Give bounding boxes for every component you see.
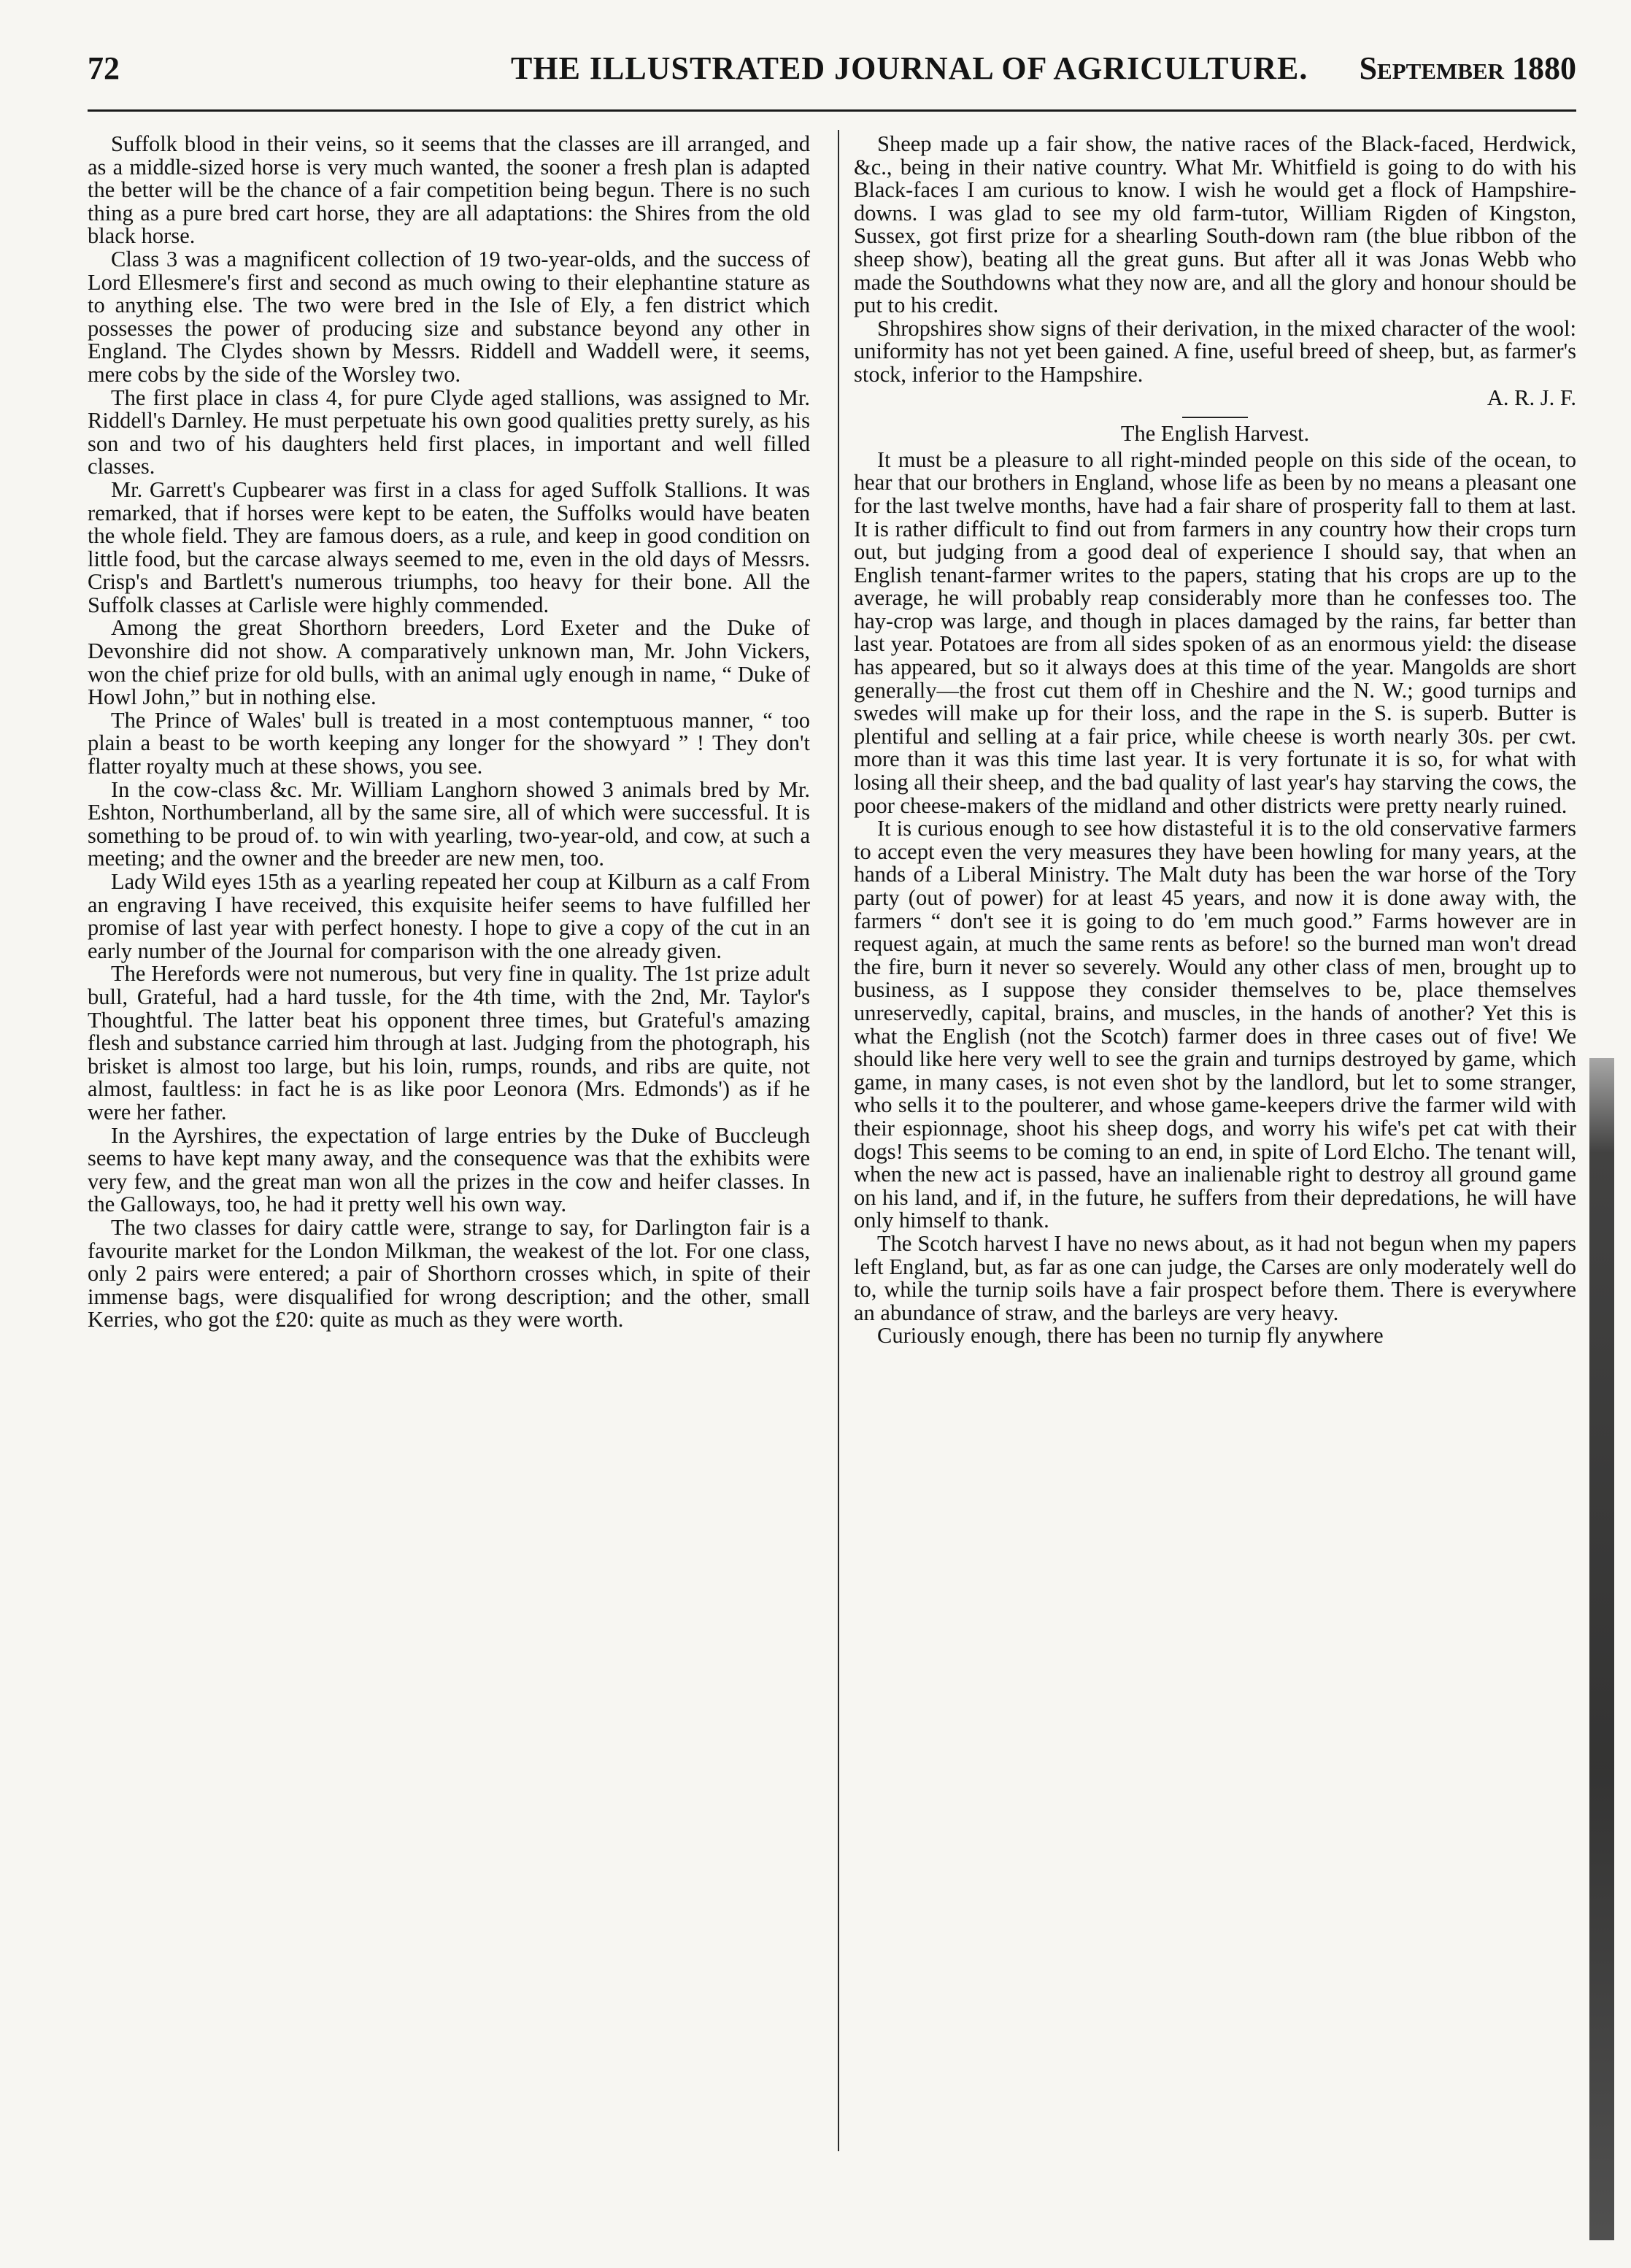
right-column [854,133,1576,1348]
issue-date: September 1880 [1359,50,1576,86]
right-paragraph-2: Shropshires show signs of their derivation, in the mixed character of the wool: uniformity has not yet been gained. A fine, useful breed of sheep, but, as farmer's stock, inferior to the Hampshire. [854,315,1576,387]
left-paragraph-1: Suffolk blood in their veins, so it seems that the classes are ill arranged, and as a middle-sized horse is very much wanted, the sooner a fresh plan is adapted the better will be the chance of a fair competition being begun. There is no such thing as a pure bred cart horse, they are all adaptations: the Shires from the old black horse. [88,131,810,249]
right-paragraph-4: It is curious enough to see how distasteful it is to the old conservative farmers to accept even the very measures they have been howling for many years, at the hands of a Liberal Ministry. The Malt duty has been the war horse of the Tory party (out of power) for at least 45 years, and now it is done away with, the farmers “ don't see it is going to do 'em much good.” Farms however are in request again, at much the same rents as before! so the burned man won't dread the fire, burn it never so severely. Would any other class of men, brought up to business, as I suppose they consider themselves to be, place themselves unreservedly, capital, brains, and muscles, in the hands of another? Yet this is what the English (not the Scotch) farmer does in three cases out of five! We should like here very well to see the grain and turnips destroyed by game, which game, in many cases, is not even shot by the landlord, but let to some stranger, who sells it to the poulterer, and whose game-keepers drive the farmer wild with their espionnage, shoot his sheep dogs, and worry his wife's pet cat with their dogs! This seems to be coming to an end, in spite of Lord Elcho. The tenant will, when the new act is passed, have an inalienable right to destroy all ground game on his land, and if, in the future, he suffers from their depredations, he will have only himself to thank. [854,816,1576,1233]
left-paragraph-5: Among the great Shorthorn breeders, Lord Exeter and the Duke of Devonshire did not show. A comparatively unknown man, Mr. John Vickers, won the chief prize for old bulls, with an animal ugly enough in name, “ Duke of Howl John,” but in nothing else. [88,615,810,710]
page-header [88,50,1576,93]
left-paragraph-4: Mr. Garrett's Cupbearer was first in a class for aged Suffolk Stallions. It was remarked, that if horses were kept to be eaten, the Suffolks would have beaten the whole field. They are famous doers, as a rule, and keep in good condition on little food, but the carcase always seemed to me, even in the old days of Messrs. Crisp's and Bartlett's numerous triumphs, too heavy for their bone. All the Suffolk classes at Carlisle were highly commended. [88,477,810,617]
left-paragraph-7: In the cow-class &c. Mr. William Langhorn showed 3 animals bred by Mr. Eshton, Northumberland, all by the same sire, all of which were successful. It is something to be proud of. to win with yearling, two-year-old, and cow, at such a meeting; and the owner and the breeder are new men, too. [88,776,810,871]
author-signature: A. R. J. F. [1487,385,1576,410]
left-paragraph-11: The two classes for dairy cattle were, strange to say, for Darlington fair is a favourite market for the London Milkman, the weakest of the lot. For one class, only 2 pairs were entered; a pair of Shorthorn crosses which, in spite of their immense bags, were disqualified for wrong description; and the other, small Kerries, who got the £20: quite as much as they were worth. [88,1214,810,1332]
left-column [88,133,810,1332]
left-paragraph-6: The Prince of Wales' bull is treated in a most contemptuous manner, “ too plain a beast to be worth keeping any longer for the showyard ” ! They don't flatter royalty much at these shows, you see. [88,707,810,779]
section-rule [1182,417,1248,418]
right-paragraph-3: It must be a pleasure to all right-minded people on this side of the ocean, to hear that our brothers in England, whose life as been by no means a pleasant one for the last twelve months, have had a fair share of prosperity fall to them at last. It is rather difficult to find out from farmers in any country how their crops turn out, but judging from a good deal of experience I should say, that when an English tenant-farmer writes to the papers, stating that his crops are up to the average, he will probably reap considerably more than he confesses too. The hay-crop was large, and though in places damaged by the rains, far better than last year. Potatoes are from all sides spoken of as an enormous yield: the disease has appeared, but so it always does at this time of the year. Mangolds are short generally—the frost cut them off in Cheshire and the N. W.; good turnips and swedes will make up for their loss, and the rape in the S. is superb. Butter is plentiful and selling at a fair price, while cheese is worth nearly 30s. per cwt. more than it was this time last year. It is very fortunate it is so, for what with losing all their sheep, and the bad quality of last year's hay starving the cows, the poor cheese-makers of the midland and other districts were pretty nearly ruined. [854,447,1576,818]
right-paragraph-6: Curiously enough, there has been no turnip fly anywhere [877,1323,1384,1349]
right-paragraph-5: The Scotch harvest I have no news about, as it had not begun when my papers left England, but, as far as one can judge, the Carses are only moderately well do to, while the turnip soils have a fair prospect before them. There is everywhere an abundance of straw, and the barleys are very heavy. [854,1230,1576,1325]
header-rule [88,109,1576,112]
left-paragraph-10: In the Ayrshires, the expectation of large entries by the Duke of Buccleugh seems to have kept many away, and the consequence was that the exhibits were very few, and the great man won all the prizes in the cow and heifer classes. In the Galloways, too, he had it pretty well his own way. [88,1122,810,1217]
journal-title: THE ILLUSTRATED JOURNAL OF AGRICULTURE. [511,50,1308,86]
left-paragraph-3: The first place in class 4, for pure Clyde aged stallions, was assigned to Mr. Riddell's Darnley. He must perpetuate his own good qualities pretty surely, as his son and two of his daughters held first places, in important and well filled classes. [88,385,810,479]
page-number: 72 [88,50,120,86]
left-paragraph-8: Lady Wild eyes 15th as a yearling repeated her coup at Kilburn as a calf From an engraving I have received, this exquisite heifer seems to have fulfilled her promise of last year with perfect honesty. I hope to give a copy of the cut in an early number of the Journal for comparison with the one already given. [88,869,810,963]
section-title: The English Harvest. [1120,421,1310,447]
left-paragraph-9: The Herefords were not numerous, but very fine in quality. The 1st prize adult bull, Grateful, had a hard tussle, for the 4th time, with the 2nd, Mr. Taylor's Thoughtful. The latter beat his opponent three times, but Grateful's amazing flesh and substance carried him through at last. Judging from the photograph, his brisket is almost too large, but his loin, rumps, rounds, and ribs are quite, not almost, faultless: in fact he is as like poor Leonora (Mrs. Edmonds') as if he were her father. [88,961,810,1125]
left-paragraph-2: Class 3 was a magnificent collection of 19 two-year-olds, and the success of Lord Ellesmere's first and second as much owing to their elephantine stature as to anything else. The two were bred in the Isle of Ely, a fen district which possesses the power of producing size and substance beyond any other in England. The Clydes shown by Messrs. Riddell and Waddell were, it seems, mere cobs by the side of the Worsley two. [88,246,810,387]
scan-edge-bar [1589,1058,1614,2240]
right-paragraph-1: Sheep made up a fair show, the native races of the Black-faced, Herdwick, &c., being in their native country. What Mr. Whitfield is going to do with his Black-faces I am curious to know. I wish he would get a flock of Hampshire-downs. I was glad to see my old farm-tutor, William Rigden of Kingston, Sussex, got first prize for a shearling South-down ram (the blue ribbon of the sheep show), beating all the great guns. But after all it was Jonas Webb who made the Southdowns what they now are, and all the glory and honour should be put to his credit. [854,131,1576,318]
column-divider [838,130,839,2151]
